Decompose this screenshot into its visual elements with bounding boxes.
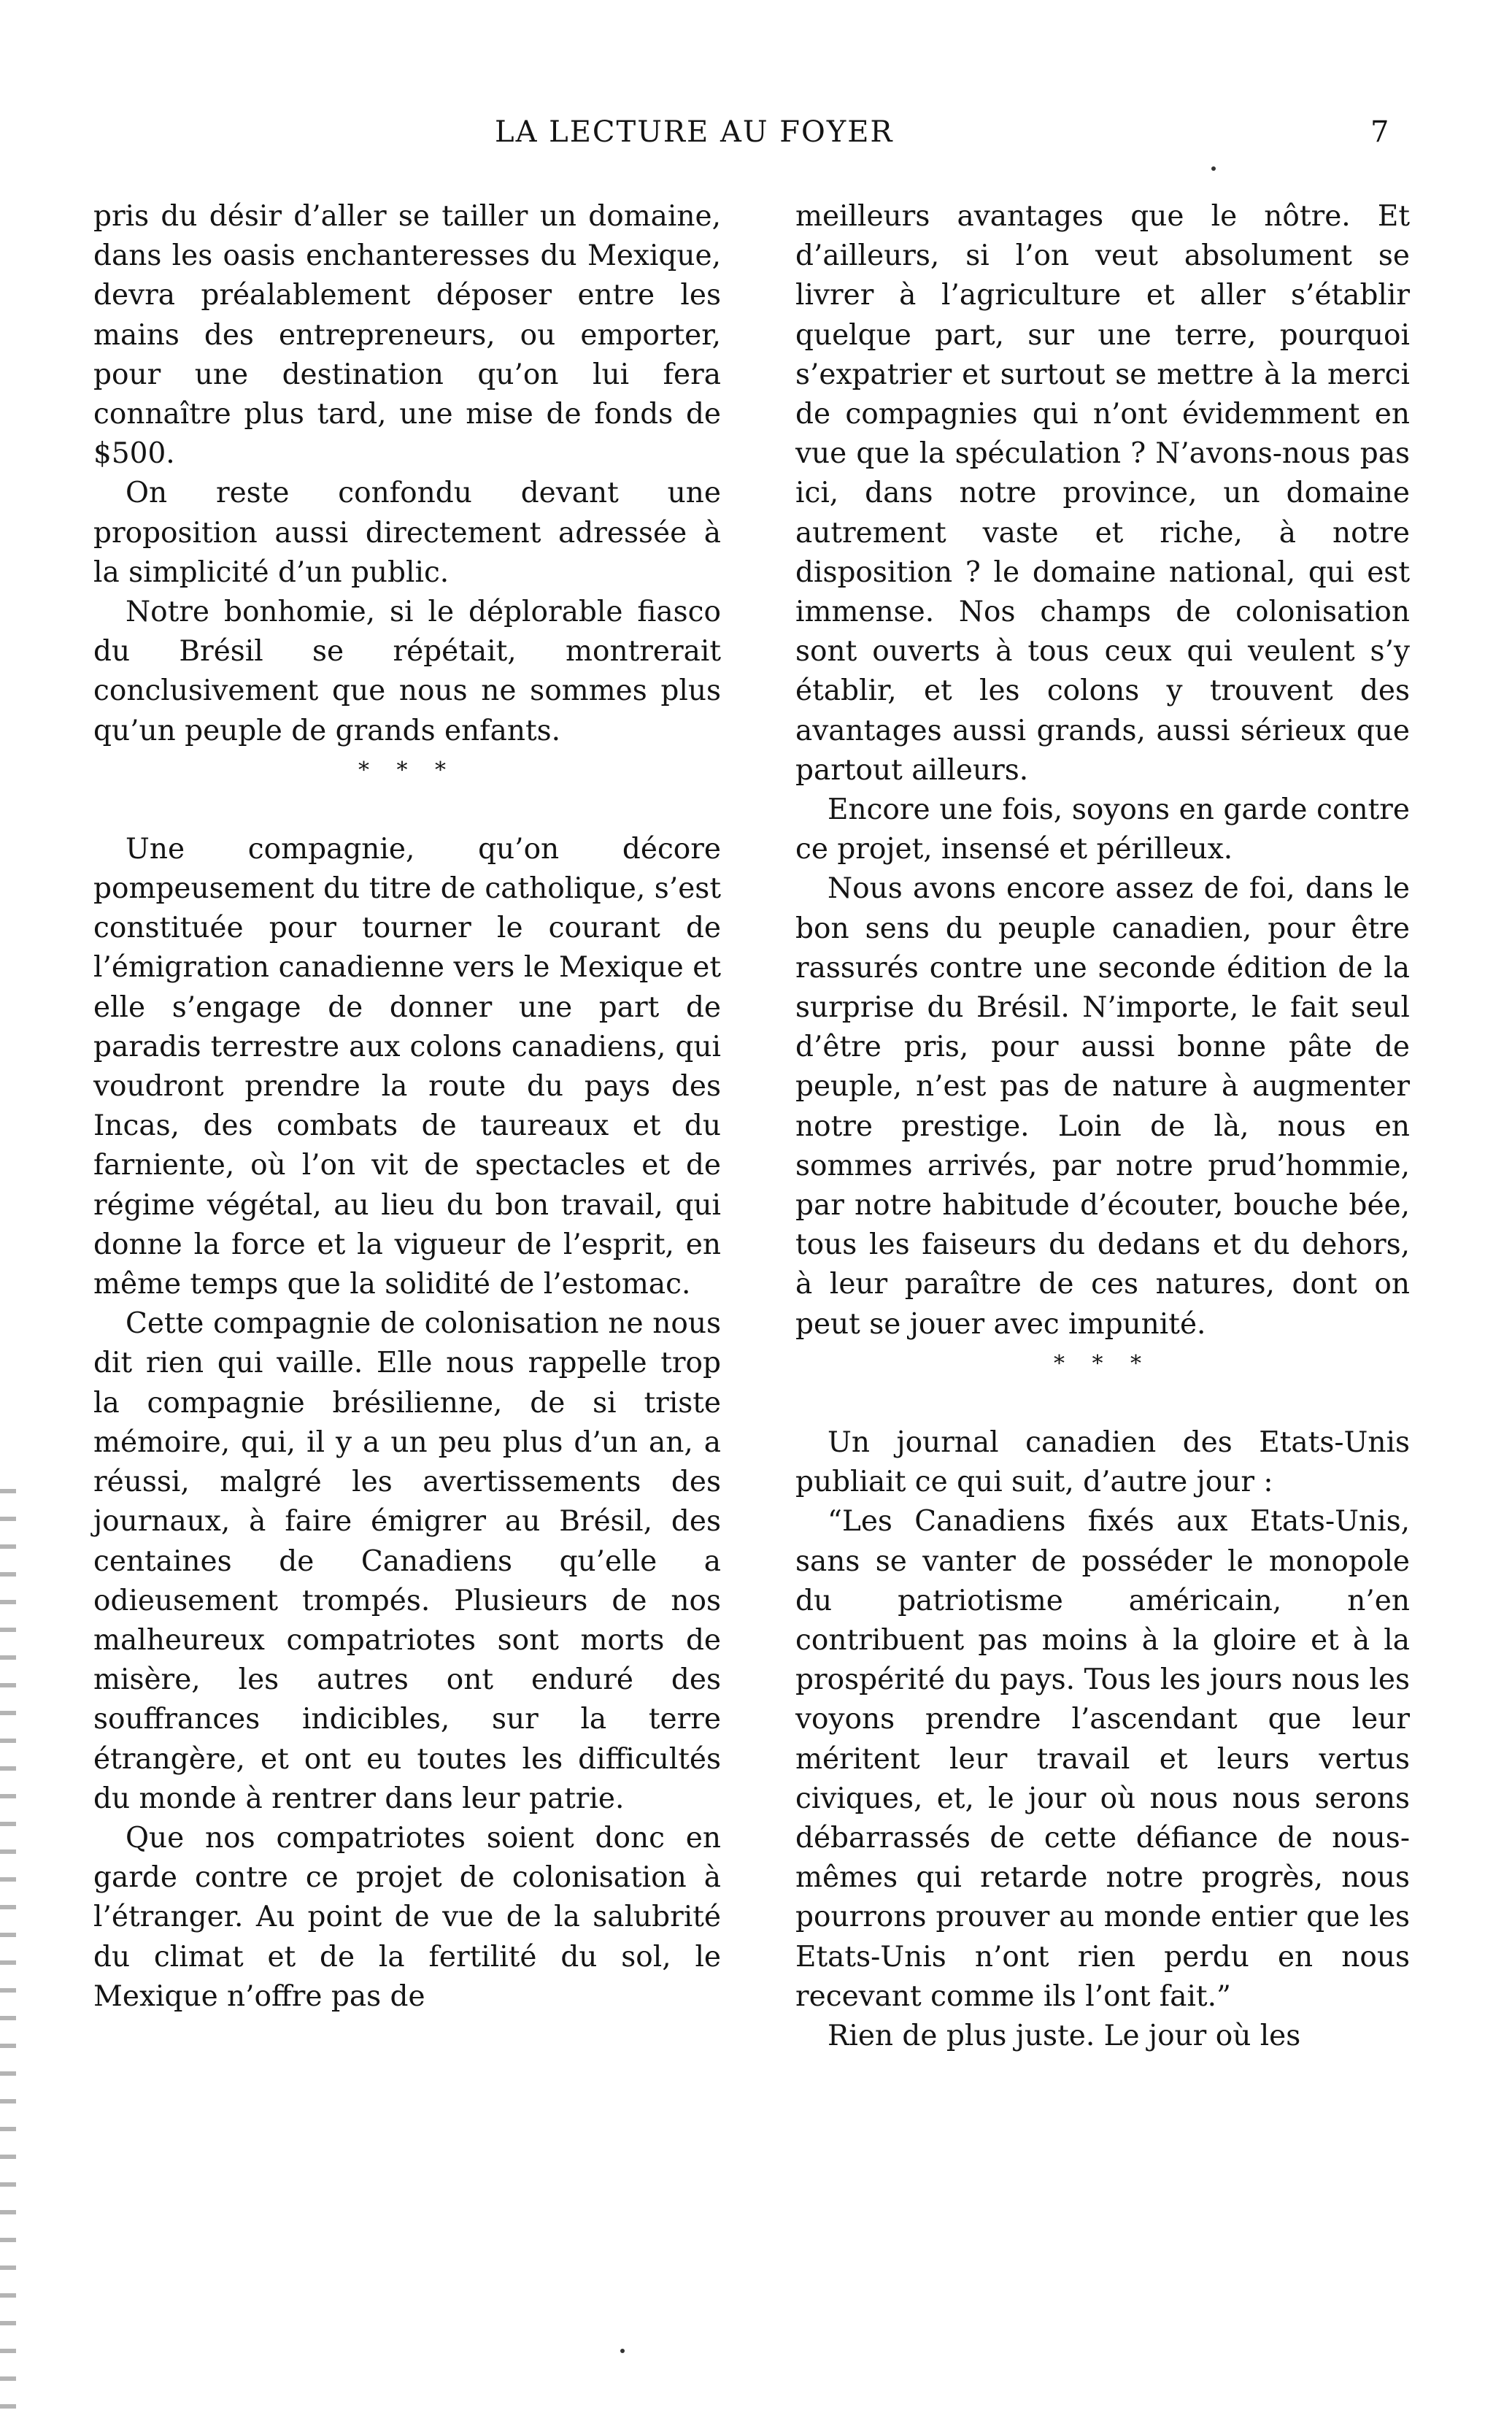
page-number: 7 [1370, 115, 1389, 149]
paragraph: pris du désir d’aller se tailler un domaine, dans les oasis enchanteresses du Mexique, devra préalablement déposer entre les mains des entrepreneurs, ou emporter, pour une destination qu’on lui fera connaître plus tard, une mise de fonds de $500. [93, 200, 721, 471]
paragraph: Cette compagnie de colonisation ne nous dit rien qui vaille. Elle nous rappelle trop la compagnie brésilienne, de si triste mémoire, qui, il y a un peu plus d’un an, a réussi, malgré les avertissements des journaux, à faire émigrer au Brésil, des centaines de Canadiens qu’elle a odieusement trompés. Plusieurs de nos malheureux compatriotes sont morts de misère, les autres ont enduré des souffrances indicibles, sur la terre étrangère, et ont eu toutes les difficultés du monde à rentrer dans leur patrie. [93, 1307, 721, 1815]
paragraph: Rien de plus juste. Le jour où les [828, 2019, 1301, 2052]
running-head [0, 115, 1512, 159]
paragraph: Un journal canadien des Etats-Unis publiait ce qui suit, d’autre jour : [795, 1425, 1410, 1499]
running-title: LA LECTURE AU FOYER [495, 115, 894, 149]
paragraph: meilleurs avantages que le nôtre. Et d’ailleurs, si l’on veut absolument se livrer à l’agriculture et aller s’établir quelque part, sur une terre, pourquoi s’expatrier et surtout se mettre à la merci de compagnies qui n’ont évidemment en vue que la spéculation ? N’avons-nous pas ici, dans notre province, un domaine autrement vaste et riche, à notre disposition ? le domaine national, qui est immense. Nos champs de colonisation sont ouverts à tous ceux qui veulent s’y établir, et les colons y trouvent des avantages aussi grands, aussi sérieux que partout ailleurs. [795, 200, 1410, 787]
paragraph: Nous avons encore assez de foi, dans le bon sens du peuple canadien, pour être rassurés contre une seconde édition de la surprise du Brésil. N’importe, le fait seul d’être pris, pour aussi bonne pâte de peuple, n’est pas de nature à augmenter notre prestige. Loin de là, nous en sommes arrivés, par notre prud’hommie, par notre habitude d’écouter, bouche bée, tous les faiseurs du dedans et du dehors, à leur paraître de ces natures, dont on peut se jouer avec impunité. [795, 872, 1410, 1341]
section-separator: * * * [358, 757, 457, 783]
left-column [93, 197, 721, 2017]
section-separator: * * * [1053, 1350, 1152, 1377]
scan-edge-marks [0, 1489, 16, 2429]
paragraph: Une compagnie, qu’on décore pompeusement du titre de catholique, s’est constituée pour tourner le courant de l’émigration canadienne vers le Mexique et elle s’engage de donner une part de paradis terrestre aux colons canadiens, qui voudront prendre la route du pays des Incas, des combats de taureaux et du farniente, où l’on vit de spectacles et de régime végétal, au lieu du bon travail, qui donne la force et la vigueur de l’esprit, en même temps que la solidité de l’estomac. [93, 832, 721, 1301]
paragraph: On reste confondu devant une proposition aussi directement adressée à la simplicité d’un public. [93, 477, 721, 589]
paragraph: “Les Canadiens fixés aux Etats-Unis, sans se vanter de posséder le monopole du patriotisme américain, n’en contribuent pas moins à la gloire et à la prospérité du pays. Tous les jours nous les voyons prendre l’ascendant que leur méritent leur travail et leurs vertus civiques, et, le jour où nous nous serons débarrassés de cette défiance de nous-mêmes qui retarde notre progrès, nous pourrons prouver au monde entier que les Etats-Unis n’ont rien perdu en nous recevant comme ils l’ont fait.” [795, 1505, 1410, 2013]
paragraph: Notre bonhomie, si le déplorable fiasco du Brésil se répétait, montrerait conclusivement que nous ne sommes plus qu’un peuple de grands enfants. [93, 596, 721, 747]
print-speck [620, 2349, 625, 2353]
paragraph: Encore une fois, soyons en garde contre ce projet, insensé et périlleux. [795, 793, 1410, 866]
paragraph: Que nos compatriotes soient donc en garde contre ce projet de colonisation à l’étranger. Au point de vue de la salubrité du climat et de la fertilité du sol, le Mexique n’offre pas de [93, 1821, 721, 2013]
right-column [795, 197, 1410, 2056]
print-speck [1211, 166, 1216, 171]
